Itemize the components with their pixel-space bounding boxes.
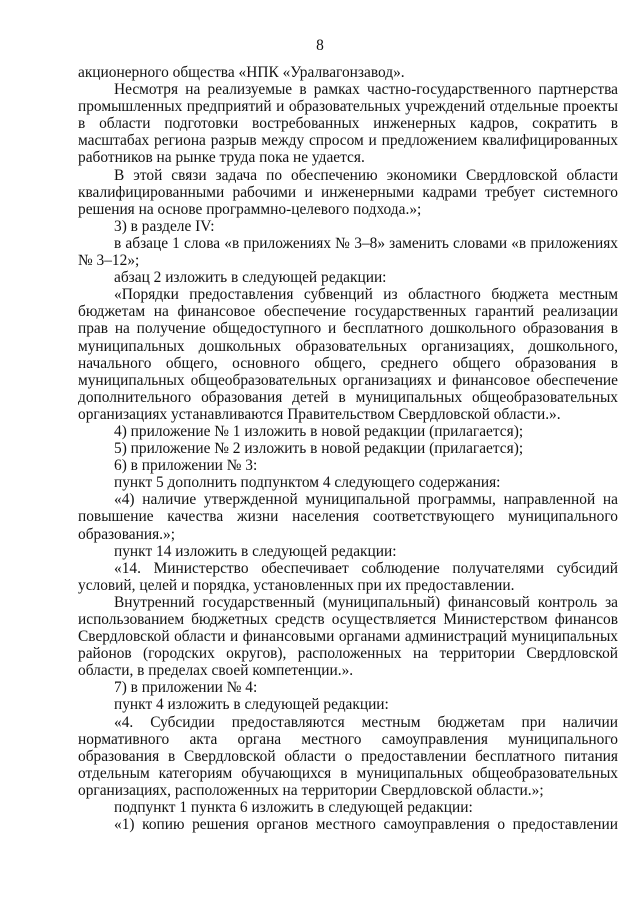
- paragraph: В этой связи задача по обеспечению экономики Свердловской области квалифицированными рабочими и инженерными кадрами требует системного решения на основе программно-целевого подхода.»;: [78, 166, 618, 218]
- list-item: 5) приложение № 2 изложить в новой редакции (прилагается);: [114, 440, 524, 458]
- paragraph: подпункт 1 пункта 6 изложить в следующей редакции:: [114, 799, 473, 817]
- quoted-paragraph: «14. Министерство обеспечивает соблюдение получателями субсидий условий, целей и порядка, установленных при их предоставлении.: [78, 559, 618, 594]
- quoted-paragraph: «4. Субсидии предоставляются местным бюджетам при наличии нормативного акта органа местного самоуправления муниципального образования в Свердловской области о предоставлении бесплатного питания отдельным категориям обучающихся в муниципальных общеобразовательных организациях, расположенных на территории Свердловской области.»;: [78, 713, 618, 799]
- paragraph: абзац 2 изложить в следующей редакции:: [114, 269, 387, 287]
- page-number: 8: [316, 37, 324, 54]
- paragraph: пункт 5 дополнить подпунктом 4 следующего содержания:: [114, 474, 501, 492]
- paragraph: Внутренний государственный (муниципальный) финансовый контроль за использованием бюджетных средств осуществляется Министерством финансов Свердловской области и финансовыми органами администраций муниципальных районов (городских округов), расположенных на территории Свердловской области, в пределах своей компетенции.».: [78, 593, 618, 680]
- quoted-paragraph-continues: «1) копию решения органов местного самоуправления о предоставлении: [114, 816, 618, 834]
- paragraph: пункт 14 изложить в следующей редакции:: [114, 542, 397, 560]
- quoted-paragraph: «4) наличие утвержденной муниципальной программы, направленной на повышение качества жизни населения соответствующего муниципального образования.»;: [78, 491, 618, 543]
- list-item: 6) в приложении № 3:: [114, 457, 258, 475]
- document-body: [78, 64, 618, 833]
- paragraph: в абзаце 1 слова «в приложениях № 3–8» заменить словами «в приложениях № 3–12»;: [78, 234, 618, 270]
- paragraph: Несмотря на реализуемые в рамках частно-государственного партнерства промышленных предприятий и образовательных учреждений отдельные проекты в области подготовки востребованных инженерных кадров, сократить в масштабах региона разрыв между спросом и предложением квалифицированных работников на рынке труда пока не удается.: [78, 81, 618, 167]
- paragraph: пункт 4 изложить в следующей редакции:: [114, 696, 389, 714]
- paragraph-continuation: акционерного общества «НПК «Уралвагонзавод».: [78, 64, 405, 81]
- list-item: 7) в приложении № 4:: [114, 679, 258, 697]
- quoted-paragraph: «Порядки предоставления субвенций из областного бюджета местным бюджетам на финансовое обеспечение государственных гарантий реализации прав на получение общедоступного и бесплатного дошкольного образования в муниципальных дошкольных образовательных организациях, дошкольного, начального общего, основного общего, среднего общего образования в муниципальных общеобразовательных организациях и финансовое обеспечение дополнительного образования детей в муниципальных общеобразовательных организациях устанавливаются Правительством Свердловской области.».: [78, 286, 618, 423]
- list-item: 3) в разделе IV:: [114, 217, 215, 235]
- list-item: 4) приложение № 1 изложить в новой редакции (прилагается);: [114, 422, 524, 440]
